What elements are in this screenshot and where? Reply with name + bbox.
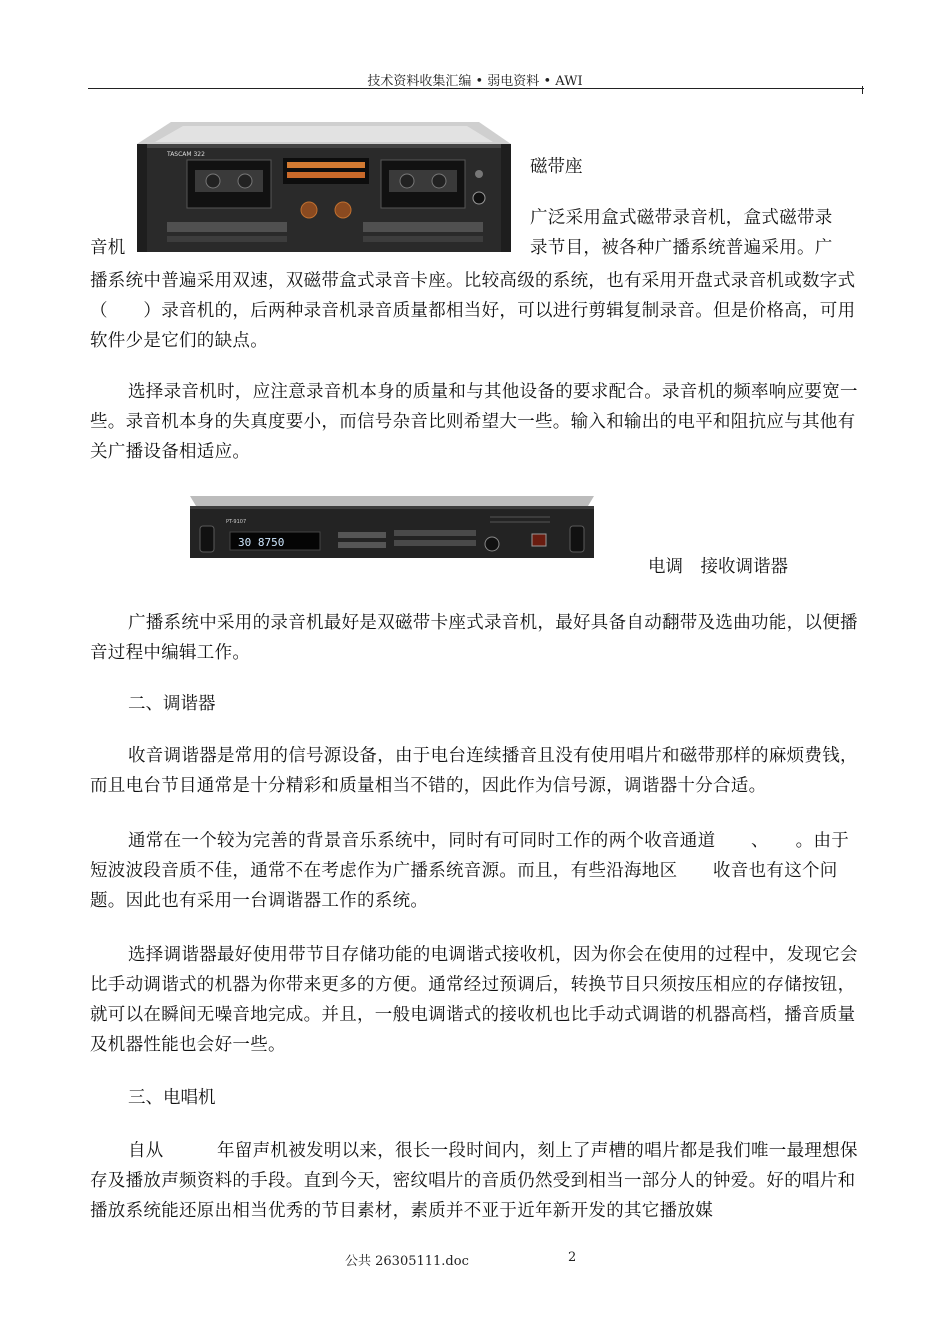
paragraph-3: 广播系统中采用的录音机最好是双磁带卡座式录音机，最好具备自动翻带及选曲功能，以便播音过程中编辑工作。 [90,613,858,663]
deck-brand-label: TASCAM 322 [167,151,205,158]
section-heading-turntable: 三、电唱机 [128,1088,216,1108]
cassette-deck-image [123,118,525,256]
tuner-caption: 电调 接收调谐器 [648,557,788,577]
header-rule [88,88,864,89]
paragraph-4: 收音调谐器是常用的信号源设备，由于电台连续播音且没有使用唱片和磁带那样的麻烦费钱，而且电台节目通常是十分精彩和质量相当不错的，因此作为信号源，调谐器十分合适。 [90,746,858,796]
paragraph-6: 选择调谐器最好使用带节目存储功能的电调谐式接收机，因为你会在使用的过程中，发现它会比手动调谐式的机器为你带来更多的方便。通常经过预调后，转换节目只须按压相应的存储按钮，就可以在瞬间无噪音地完成。并且，一般电调谐式的接收机也比手动式调谐的机器高档，播音质量及机器性能也会好一些。 [90,945,858,1055]
tuner-display: 30 8750 [238,536,285,549]
paragraph-1-line-1: 广泛采用盒式磁带录音机，盒式磁带录 [530,208,833,228]
paragraph-1-line-2-right: 录节目，被各种广播系统普遍采用。广 [530,238,833,258]
footer-page-number: 2 [568,1250,577,1265]
page-header: 技术资料收集汇编 • 弱电资料 • AWI [367,74,583,89]
tuner-image [190,492,594,564]
footer-filename: 公共 26305111.doc [345,1254,469,1269]
paragraph-1-line-2-left: 音机 [90,238,126,258]
paragraph-1-rest: 播系统中普遍采用双速，双磁带盒式录音卡座。比较高级的系统，也有采用开盘式录音机或数字式（ ）录音机的，后两种录音机录音质量都相当好，可以进行剪辑复制录音。但是价格高，可用软件少是它们的缺点。 [90,271,856,351]
paragraph-5: 通常在一个较为完善的背景音乐系统中，同时有可同时工作的两个收音通道 、 。由于短波波段音质不佳，通常不在考虑作为广播系统音源。而且，有些沿海地区 收音也有这个问题。因此也有采用一台调谐器工作的系统。 [90,831,850,911]
paragraph-2: 选择录音机时，应注意录音机本身的质量和与其他设备的要求配合。录音机的频率响应要宽一些。录音机本身的失真度要小，而信号杂音比则希望大一些。输入和输出的电平和阻抗应与其他有关广播设备相适应。 [90,382,858,462]
tuner-brand-label: PT-9107 [226,519,247,525]
cassette-deck-caption: 磁带座 [530,157,583,177]
paragraph-7: 自从 年留声机被发明以来，很长一段时间内，刻上了声槽的唱片都是我们唯一最理想保存及播放声频资料的手段。直到今天，密纹唱片的音质仍然受到相当一部分人的钟爱。好的唱片和播放系统能还原出相当优秀的节目素材，素质并不亚于近年新开发的其它播放媒 [90,1141,858,1221]
header-rule-tick [862,86,863,94]
section-heading-tuner: 二、调谐器 [128,694,216,714]
